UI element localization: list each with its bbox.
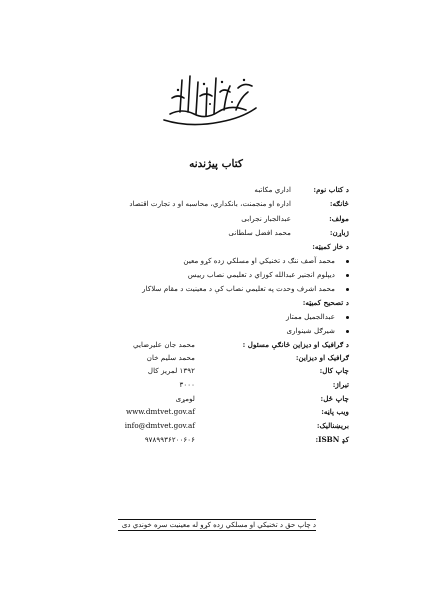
field-value: ۳۰۰۰ [179, 380, 195, 389]
field-value: محمد جان علیرضایي [133, 340, 195, 349]
field-label: تیراژ: [332, 380, 349, 389]
field-email [89, 421, 349, 431]
bullet-icon [346, 330, 349, 333]
member-name: شیرګل شینواری [286, 326, 335, 335]
field-graphic-design [89, 353, 349, 363]
copyright-notice: د چاپ حق د تخنیکي او مسلکي زده کړو له معینیت سره خوندي دی [118, 519, 316, 531]
correction-committee-heading [89, 298, 349, 308]
bullet-icon [346, 274, 349, 277]
field-isbn [89, 435, 349, 445]
basmala-calligraphy [160, 68, 260, 130]
field-author [89, 214, 349, 224]
field-label: چاپ کال: [319, 366, 349, 375]
field-value: عبدالجبار نجرابی [241, 214, 291, 223]
field-website [89, 407, 349, 417]
field-value: محمد سلیم خان [146, 353, 195, 362]
list-item [89, 312, 349, 322]
field-translator [89, 228, 349, 238]
list-item [89, 270, 349, 280]
list-item [89, 256, 349, 266]
page-title: کتاب پیژندنه [189, 158, 243, 170]
field-label: کډ ISBN: [315, 435, 349, 444]
field-label: د خاز کمیټه: [312, 242, 349, 251]
bullet-icon [346, 316, 349, 319]
field-label: د تصحیح کمیټه: [302, 298, 349, 307]
field-print-year [89, 366, 349, 376]
field-label: ګرافیک او دیزاین: [295, 353, 349, 362]
field-circulation [89, 380, 349, 390]
field-label: ویب پاڼه: [321, 407, 349, 416]
bullet-icon [346, 260, 349, 263]
field-label: بریښنالیک: [316, 421, 349, 430]
field-label: د کتاب نوم: [313, 185, 349, 194]
field-value: محمد افضل سلطانی [228, 228, 291, 237]
field-label: ژباړن: [329, 228, 349, 237]
field-value: اداري مکاتبه [254, 185, 291, 194]
member-name: دیپلوم انجنیر عبدالله کوزاي د تعلیمي نصاب رییس [187, 270, 335, 279]
field-value: ۹۷۸۹۹۳۶۲۰۰۶۰۶ [144, 435, 195, 444]
email-link[interactable]: info@dmtvet.gov.af [124, 421, 195, 430]
field-graphic-lead [89, 340, 349, 350]
field-value: لومړی [175, 394, 195, 403]
field-label: څانګه: [329, 199, 349, 208]
list-item [89, 326, 349, 336]
field-value: ۱۳۹۲ لمریز کال [147, 366, 195, 375]
member-name: محمد آصف ننګ د تخنیکي او مسلکي زده کړو معین [183, 256, 335, 265]
website-link[interactable]: www.dmtvet.gov.af [125, 407, 195, 416]
review-committee-heading [89, 242, 349, 252]
field-label: چاپ ځل: [320, 394, 349, 403]
field-print-count [89, 394, 349, 404]
list-item [89, 284, 349, 294]
member-name: محمد اشرف وحدت په تعلیمي نصاب کې د معینیت د مقام سلاکار [142, 284, 335, 293]
bullet-icon [346, 288, 349, 291]
field-value: اداره او منجمنت، بانکداري، محاسبه او د تجارت اقتصاد [129, 199, 291, 208]
field-book-name [89, 185, 349, 195]
field-label: د ګرافیک او دیزاین څانګې مسئول : [242, 340, 349, 349]
field-label: مولف: [329, 214, 349, 223]
member-name: عبدالجمیل ممتاز [286, 312, 335, 321]
field-department [89, 199, 349, 209]
